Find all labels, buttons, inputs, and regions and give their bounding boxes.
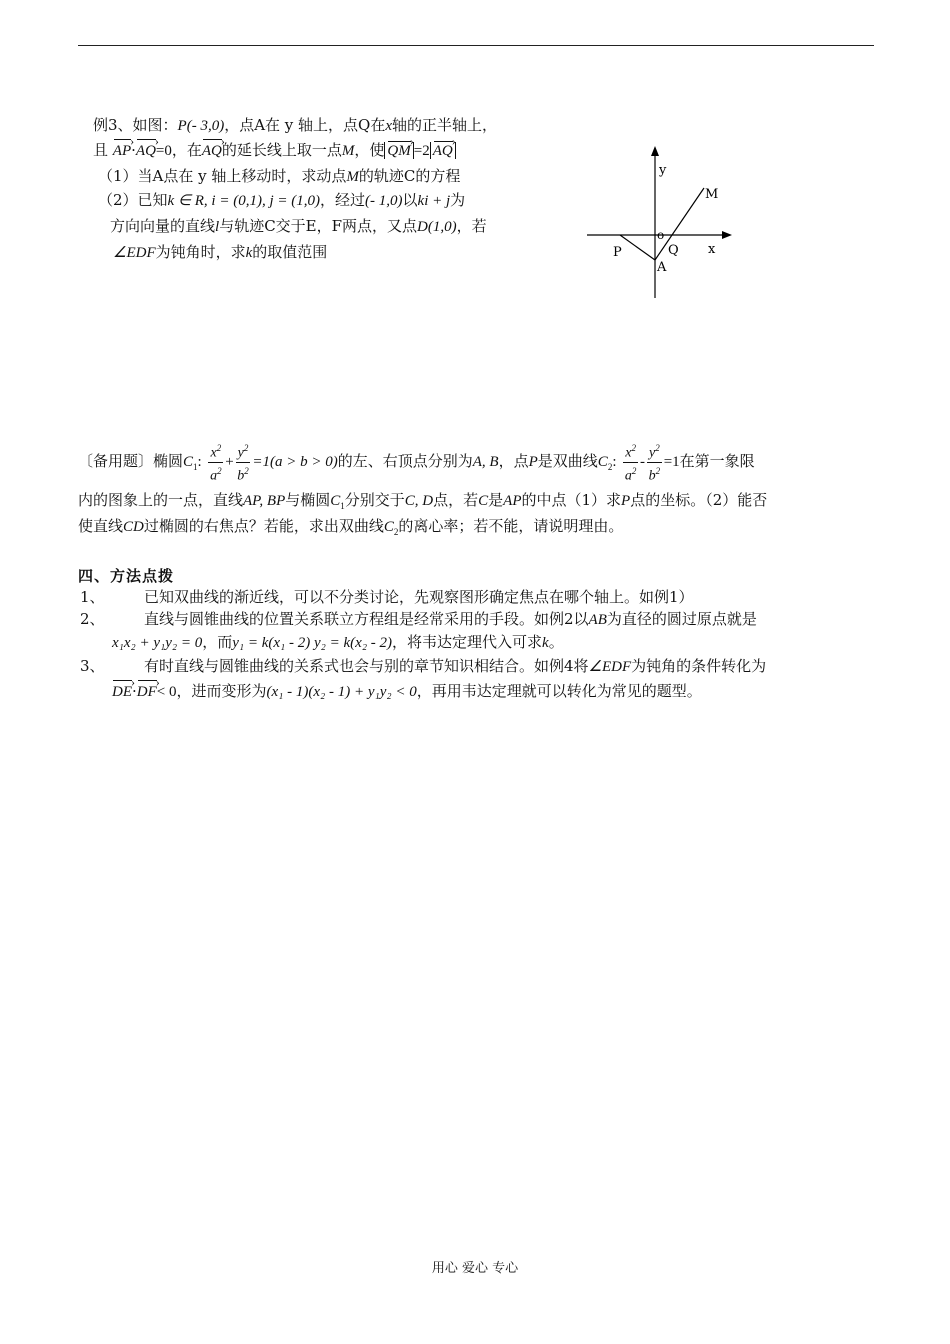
- method-item-3-formula: DE ›·DF ›< 0，进而变形为(x₁ - 1)(x₂ - 1) + y₁y₂ < 0，再用韦达定理就可以转化为常见的题型。: [112, 681, 702, 702]
- page-footer: 用心 爱心 专心: [431, 1261, 519, 1276]
- backup-line-2: 内的图象上的一点，直线AP, BP与椭圆$C_1$分别交于C, D点，若C是AP的中点（1）求P点的坐标。（2）能否: [78, 491, 768, 511]
- segment-am: [655, 188, 704, 260]
- label-y: y: [659, 163, 667, 178]
- label-a: A: [657, 260, 667, 275]
- x-axis-arrow: [722, 231, 732, 239]
- method-item-1: 1、 已知双曲线的渐近线，可以不分类讨论，先观察图形确定焦点在哪个轴上。如例1）: [80, 588, 694, 606]
- example-3-line-5: 方向向量的直线l与轨迹C交于E，F两点，又点D(1,0)，若: [110, 217, 487, 235]
- y-axis-arrow: [651, 146, 659, 156]
- backup-line-1: 〔备用题〕椭圆$C_1$: $\frac{x^2}{a^2}$ + $\frac{y^2}{b^2}$ =1(a > b > 0)的左、右顶点分别为A, B，点P是双曲线$C_2$: $\frac{x^2}{a^2}$ - $\frac{y^2}{b^2}$ =1在第一象限: [78, 440, 755, 487]
- segment-pa: [620, 235, 655, 260]
- label-p: P: [613, 245, 622, 260]
- method-item-2-formula: x₁x₂ + y₁y₂ = 0，而y₁ = k(x₁ - 2) y₂ = k(x₂ - 2)，将韦达定理代入可求k。: [112, 633, 564, 651]
- label-q: Q: [668, 243, 679, 258]
- example-3-line-4: （2）已知k ∈ R, i = (0,1), j = (1,0)，经过(- 1,0)以ki + j为: [98, 191, 466, 209]
- coordinate-figure: [580, 140, 740, 305]
- section-heading: 四、方法点拨: [78, 567, 175, 585]
- example-3-line-2: 且 AP ›·AQ ›=0，在AQ ›的延长线上取一点M，使 QM › =2 AQ ›: [93, 140, 456, 161]
- label-x: x: [708, 242, 716, 257]
- example-3-line-1: 例3、如图：P(- 3,0)，点A在 y 轴上，点Q在x轴的正半轴上，: [93, 116, 498, 134]
- header-rule: [78, 45, 874, 46]
- example-3-line-3: （1）当A点在 y 轴上移动时，求动点M的轨迹C的方程: [98, 167, 461, 185]
- method-item-3: 3、 有时直线与圆锥曲线的关系式也会与别的章节知识相结合。如例4将∠EDF为钝角的条件转化为: [80, 657, 767, 675]
- example-3-line-6: ∠EDF为钝角时，求k的取值范围: [113, 243, 328, 261]
- fraction-y2-b2-hyperbola: $\frac{y^2}{b^2}$: [647, 440, 662, 484]
- backup-line-3: 使直线CD过椭圆的右焦点？若能，求出双曲线$C_2$的离心率；若不能，请说明理由。: [78, 517, 624, 537]
- label-o: o: [657, 228, 665, 242]
- fraction-x2-a2-hyperbola: $\frac{x^2}{a^2}$: [623, 440, 638, 484]
- fraction-y2-b2: $\frac{y^2}{b^2}$: [236, 440, 251, 484]
- method-item-2: 2、 直线与圆锥曲线的位置关系联立方程组是经常采用的手段。如例2以AB为直径的圆过原点就是: [80, 610, 757, 628]
- label-m: M: [705, 187, 719, 202]
- fraction-x2-a2: $\frac{x^2}{a^2}$: [208, 440, 223, 484]
